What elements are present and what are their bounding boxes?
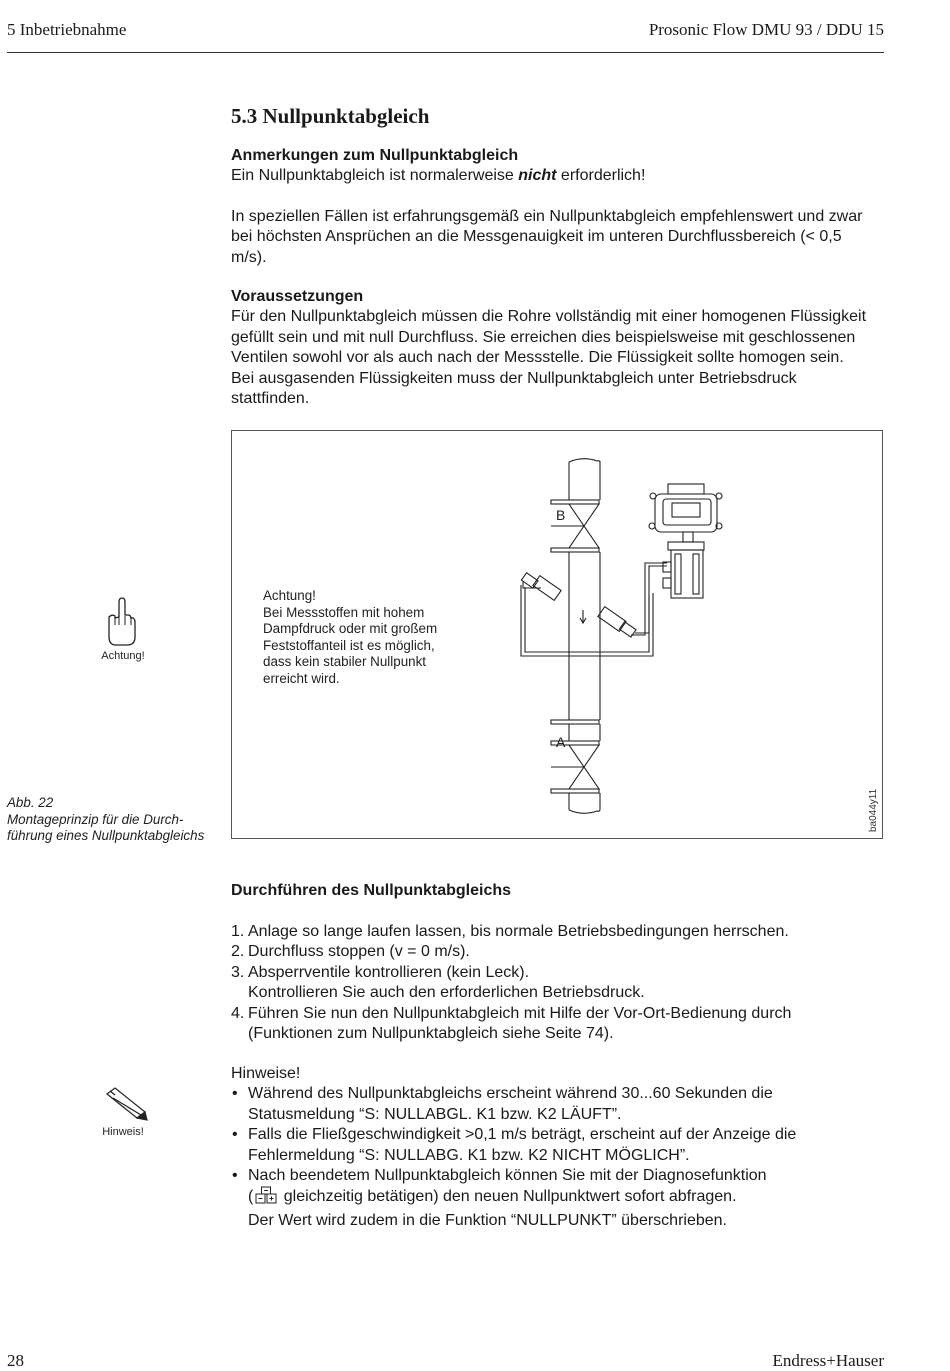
header-section-label: 5 Inbetriebnahme bbox=[7, 20, 127, 39]
step-text: Anlage so lange laufen lassen, bis normale Betriebsbedingungen herrschen. bbox=[248, 923, 789, 940]
warning-icon-label: Achtung! bbox=[101, 650, 145, 662]
notes-line-before: Ein Nullpunktabgleich ist normalerweise bbox=[231, 167, 519, 185]
hints-heading: Hinweise! bbox=[231, 1065, 301, 1082]
caption-line: Montageprinzip für die Durch- bbox=[7, 811, 184, 827]
step-number: 1. bbox=[231, 923, 245, 940]
step-text: Führen Sie nun den Nullpunktabgleich mit Hilfe der Vor-Ort-Bedienung durch bbox=[248, 1004, 792, 1022]
hints-section bbox=[231, 1064, 891, 1231]
notes-emphasis: nicht bbox=[518, 167, 557, 185]
figure-caption bbox=[7, 795, 204, 845]
procedure-step bbox=[231, 942, 891, 962]
hint-text-before: ( bbox=[248, 1188, 254, 1206]
prerequisites-text: Für den Nullpunktabgleich müssen die Rohre vollständig mit einer homogenen Flüssigkeit gefüllt sein und mit null Durchfluss. Sie erreichen dies beispielsweise mit geschlossenen Ventilen sowohl vor als auch nach der Messstelle. Die Flüssigkeit sollte homogen sein. Bei ausgasenden Flüssigkeiten muss der Nullpunktabgleich unter Betriebsdruck stattfinden. bbox=[231, 308, 867, 408]
step-text: Absperrventile kontrollieren (kein Leck). bbox=[248, 963, 530, 981]
pencil-note-icon bbox=[103, 1086, 149, 1127]
step-number: 3. bbox=[231, 963, 245, 981]
caption-line: Abb. 22 bbox=[7, 795, 54, 810]
hint-text: • Während des Nullpunktabgleichs erscheint während 30...60 Sekunden die bbox=[248, 1085, 773, 1103]
warning-hand-icon bbox=[100, 595, 144, 654]
notes-line-after: erforderlich! bbox=[556, 167, 646, 185]
warning-line: Bei Messstoffen mit hohem bbox=[263, 604, 425, 620]
notes-heading: Anmerkungen zum Nullpunktabgleich bbox=[231, 147, 519, 164]
hint-text: Fehlermeldung “S: NULLABG. K1 bzw. K2 NICHT MÖGLICH”. bbox=[248, 1146, 690, 1164]
hint-icon-label: Hinweis! bbox=[102, 1126, 144, 1138]
warning-line: erreicht wird. bbox=[263, 670, 340, 686]
warning-line: Dampfdruck oder mit großem bbox=[263, 621, 438, 636]
valve-b-label: B bbox=[556, 507, 566, 523]
hint-item bbox=[231, 1084, 891, 1125]
step-number: 4. bbox=[231, 1004, 245, 1022]
notes-line bbox=[231, 166, 881, 186]
warning-line: dass kein stabiler Nullpunkt bbox=[263, 654, 427, 669]
notes-section bbox=[231, 146, 881, 268]
procedure-step bbox=[231, 1004, 891, 1045]
hint-text: • Falls die Fließgeschwindigkeit >0,1 m/s beträgt, erscheint auf der Anzeige die bbox=[248, 1126, 797, 1144]
header-divider bbox=[7, 52, 884, 53]
hint-text: Statusmeldung “S: NULLABGL. K1 bzw. K2 LÄUFT”. bbox=[248, 1105, 622, 1123]
pipe-installation-diagram bbox=[231, 430, 883, 839]
hint-text-with-key bbox=[248, 1186, 891, 1210]
footer-brand: Endress+Hauser bbox=[772, 1351, 884, 1370]
procedure-step bbox=[231, 963, 891, 1004]
procedure-heading: Durchführen des Nullpunktabgleichs bbox=[231, 882, 512, 899]
plus-minus-keys-icon bbox=[255, 1186, 277, 1210]
procedure-step bbox=[231, 922, 891, 942]
hint-text: • Nach beendetem Nullpunktabgleich können Sie mit der Diagnosefunktion bbox=[248, 1167, 767, 1185]
hint-text-after: gleichzeitig betätigen) den neuen Nullpunktwert sofort abfragen. bbox=[279, 1188, 737, 1206]
notes-paragraph: In speziellen Fällen ist erfahrungsgemäß ein Nullpunktabgleich empfehlenswert und zwar bei höchsten Ansprüchen an die Messgenauigkeit im unteren Durchflussbereich (< 0,5 m/s). bbox=[231, 207, 863, 266]
header-product-name: Prosonic Flow DMU 93 / DDU 15 bbox=[648, 20, 884, 39]
caption-line: führung eines Nullpunktabgleichs bbox=[7, 828, 205, 844]
hint-item bbox=[231, 1166, 891, 1231]
figure-code: ba044y11 bbox=[868, 788, 879, 832]
prerequisites-section bbox=[231, 287, 871, 409]
page-number: 28 bbox=[7, 1351, 24, 1370]
hint-item bbox=[231, 1125, 891, 1166]
section-title: 5.3 Nullpunktabgleich bbox=[231, 104, 430, 128]
step-number: 2. bbox=[231, 943, 245, 961]
valve-a-label: A bbox=[556, 734, 566, 750]
step-text: (Funktionen zum Nullpunktabgleich siehe Seite 74). bbox=[248, 1025, 614, 1043]
step-text: Durchfluss stoppen (v = 0 m/s). bbox=[248, 943, 470, 961]
prerequisites-heading: Voraussetzungen bbox=[231, 288, 364, 305]
warning-line: Achtung! bbox=[263, 588, 316, 603]
warning-line: Feststoffanteil ist es möglich, bbox=[263, 637, 435, 653]
hint-text: Der Wert wird zudem in die Funktion “NULLPUNKT” überschrieben. bbox=[248, 1211, 727, 1229]
procedure-steps bbox=[231, 922, 891, 1044]
step-text: Kontrollieren Sie auch den erforderlichen Betriebsdruck. bbox=[248, 984, 645, 1002]
